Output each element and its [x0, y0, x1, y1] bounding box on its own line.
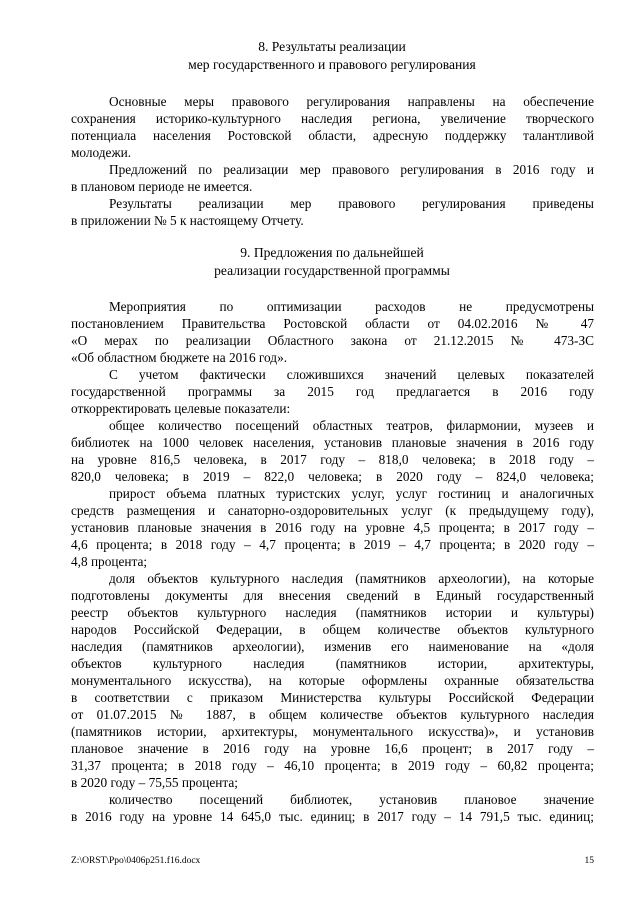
- section-9-title-line: реализации государственной программы: [214, 263, 450, 278]
- text-line: монументального искусства), на которые оформлены охранные обязательства: [71, 673, 594, 688]
- text-line: (памятников истории, архитектуры, монументального искусства)», и установив: [71, 724, 594, 739]
- text-line: реестр объектов культурного наследия (памятников истории и культуры): [71, 605, 594, 620]
- text-line: прирост объема платных туристских услуг, услуг гостиниц и аналогичных: [109, 486, 594, 501]
- text-line: народов Российской Федерации, в общем количестве объектов культурного: [71, 622, 594, 637]
- text-line: Предложений по реализации мер правового регулирования в 2016 году и: [109, 162, 594, 177]
- section-8-title-line: 8. Результаты реализации: [258, 39, 406, 54]
- text-line: сохранения историко-культурного наследия региона, увеличение творческого: [71, 111, 594, 126]
- text-line: наследия (памятников археологии), изменив его наименование на «доля: [71, 639, 594, 654]
- text-line: потенциала населения Ростовской области, адресную поддержку талантливой: [71, 128, 594, 143]
- text-line: молодежи.: [71, 145, 132, 160]
- section-9-title: [40, 244, 624, 280]
- text-line: 4,6 процента; в 2018 году – 4,7 процента; в 2019 – 4,7 процента; в 2020 году –: [71, 537, 594, 552]
- file-path: Z:\ORST\Ppo\0406p251.f16.docx: [71, 856, 201, 866]
- text-line: С учетом фактически сложившихся значений целевых показателей: [109, 367, 594, 382]
- text-line: установив плановые значения в 2016 году на уровне 4,5 процента; в 2017 году –: [71, 520, 594, 535]
- text-line: плановое значение в 2016 году на уровне 16,6 процент; в 2017 году –: [71, 741, 594, 756]
- text-line: средств размещения и санаторно-оздоровительных услуг (к предыдущему году),: [71, 503, 594, 518]
- text-line: государственной программы за 2015 год предлагается в 2016 году: [71, 384, 594, 399]
- text-line: «О мерах по реализации Областного закона от 21.12.2015 № 473-ЗС: [71, 333, 594, 348]
- text-line: откорректировать целевые показатели:: [71, 401, 291, 416]
- text-line: на уровне 816,5 человека, в 2017 году – 818,0 человека; в 2018 году –: [71, 452, 594, 467]
- text-line: Мероприятия по оптимизации расходов не предусмотрены: [109, 299, 594, 314]
- text-line: в 2016 году на уровне 14 645,0 тыс. единиц; в 2017 году – 14 791,5 тыс. единиц;: [71, 809, 594, 824]
- text-line: Основные меры правового регулирования направлены на обеспечение: [109, 94, 594, 109]
- text-line: объектов культурного наследия (памятников истории, архитектуры,: [71, 656, 594, 671]
- text-line: постановлением Правительства Ростовской области от 04.02.2016 № 47: [71, 316, 594, 331]
- text-line: «Об областном бюджете на 2016 год».: [71, 350, 288, 365]
- text-line: в 2020 году – 75,55 процента;: [71, 775, 238, 790]
- text-line: в соответствии с приказом Министерства культуры Российской Федерации: [71, 690, 594, 705]
- text-line: 31,37 процента; в 2018 году – 46,10 процента; в 2019 году – 60,82 процента;: [71, 758, 594, 773]
- text-line: библиотек на 1000 человек населения, установив плановые значения в 2016 году: [71, 435, 594, 450]
- section-8-title-line: мер государственного и правового регулирования: [188, 57, 476, 72]
- text-line: Результаты реализации мер правового регулирования приведены: [109, 196, 594, 211]
- text-line: количество посещений библиотек, установив плановое значение: [109, 792, 594, 807]
- section-8-title: [40, 38, 624, 74]
- section-9-title-line: 9. Предложения по дальнейшей: [240, 245, 424, 260]
- text-line: в плановом периоде не имеется.: [71, 179, 253, 194]
- text-line: 820,0 человека; в 2019 – 822,0 человека; в 2020 году – 824,0 человека;: [71, 469, 594, 484]
- text-line: от 01.07.2015 № 1887, в общем количестве объектов культурного наследия: [71, 707, 594, 722]
- text-line: подготовлены документы для внесения сведений в Единый государственный: [71, 588, 594, 603]
- page-number: 15: [584, 856, 594, 866]
- text-line: доля объектов культурного наследия (памятников археологии), на которые: [109, 571, 594, 586]
- text-line: в приложении № 5 к настоящему Отчету.: [71, 213, 304, 228]
- text-line: общее количество посещений областных театров, филармонии, музеев и: [109, 418, 594, 433]
- text-line: 4,8 процента;: [71, 554, 148, 569]
